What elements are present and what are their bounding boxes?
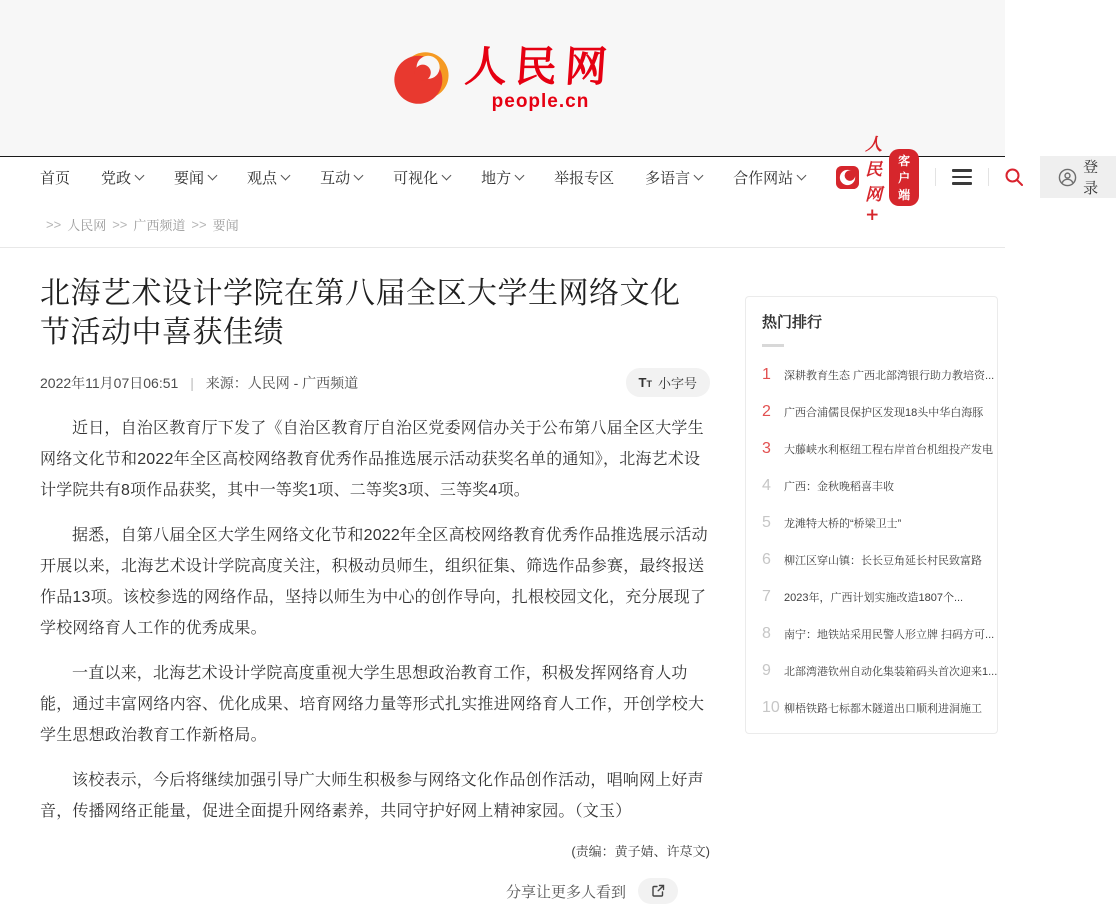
text-size-icon: T T: [638, 375, 652, 390]
ranking-list-item[interactable]: [762, 366, 995, 384]
site-logo[interactable]: [389, 41, 618, 112]
nav-item[interactable]: [320, 167, 362, 188]
divider: [988, 168, 989, 186]
ranking-list-item[interactable]: [762, 477, 987, 495]
ranking-item-title: 柳江区穿山镇：长长豆角延长村民致富路: [784, 555, 982, 567]
ranking-number: 10: [762, 699, 780, 716]
logo-text: [463, 41, 618, 112]
ranking-number: 1: [762, 366, 771, 383]
chevron-down-icon: [442, 170, 452, 180]
nav-item-label: 举报专区: [554, 169, 615, 187]
breadcrumb-separator: >>: [46, 217, 62, 232]
ranking-list-item[interactable]: [762, 514, 987, 532]
nav-item[interactable]: [645, 167, 702, 188]
article-paragraph: 近日，自治区教育厅下发了《自治区教育厅自治区党委网信办关于公布第八届全区大学生网络文化节和2022年全区高校网络教育优秀作品推选展示活动获奖名单的通知》，北海艺术设计学院共有8项作品获奖，其中一等奖1项、二等奖3项、三等奖4项。: [40, 420, 704, 499]
people-swirl-icon: [389, 46, 453, 110]
ranking-number: 6: [762, 551, 771, 568]
source-link[interactable]: 人民网 - 广西频道: [247, 374, 359, 391]
ranking-item-title: 广西：金秋晚稻喜丰收: [784, 481, 894, 493]
article-meta: [40, 368, 710, 397]
meta-separator: |: [190, 374, 194, 391]
article-title: 北海艺术设计学院在第八届全区大学生网络文化节活动中喜获佳绩: [40, 277, 681, 349]
article: [40, 248, 710, 904]
chevron-down-icon: [694, 170, 704, 180]
ranking-number: 2: [762, 403, 771, 420]
nav-item-label: 要闻: [174, 169, 205, 187]
ranking-item-title: 广西合浦儒艮保护区发现18头中华白海豚: [784, 407, 984, 419]
login-button[interactable]: [1040, 156, 1116, 198]
ranking-list-item[interactable]: [762, 403, 987, 421]
logo-subtitle: people.cn: [491, 90, 590, 112]
chevron-down-icon: [281, 170, 291, 180]
app-download-badge[interactable]: [836, 130, 919, 225]
nav-item-label: 观点: [247, 169, 278, 187]
logo-title: 人民网: [463, 41, 618, 91]
main-nav: [0, 134, 1099, 225]
editor-note: (责编：黄子婧、许荩文): [571, 844, 710, 859]
chevron-down-icon: [135, 170, 145, 180]
breadcrumb-link[interactable]: 要闻: [212, 218, 239, 233]
people-app-icon: [836, 166, 859, 189]
ranking-item-title: 龙滩特大桥的“桥梁卫士”: [784, 518, 902, 530]
share-external-icon: [651, 884, 665, 898]
article-paragraph: 据悉，自第八届全区大学生网络文化节和2022年全区高校网络教育优秀作品推选展示活动开展以来，北海艺术设计学院高度关注，积极动员师生，组织征集、筛选作品参赛，最终报送作品13项。该校参选的网络作品，坚持以师生为中心的创作导向，扎根校园文化，充分展现了学校网络育人工作的优秀成果。: [40, 527, 708, 637]
divider: [935, 168, 936, 186]
ranking-list-item[interactable]: [762, 440, 993, 458]
nav-item-label: 多语言: [645, 169, 691, 187]
ranking-item-title: 2023年，广西计划实施改造1807个...: [784, 592, 964, 604]
nav-item-label: 合作网站: [733, 169, 794, 187]
ranking-number: 4: [762, 477, 771, 494]
ranking-list-item[interactable]: [762, 551, 987, 569]
breadcrumb-part: [185, 215, 238, 234]
nav-item-label: 互动: [320, 169, 351, 187]
article-body: [40, 413, 710, 827]
ranking-number: 5: [762, 514, 771, 531]
nav-item[interactable]: [733, 167, 805, 188]
ranking-list-item[interactable]: [762, 662, 998, 680]
breadcrumb-separator: >>: [112, 217, 128, 232]
share-button[interactable]: [638, 878, 678, 904]
nav-item-label: 可视化: [393, 169, 439, 187]
share-label: 分享让更多人看到: [505, 883, 626, 901]
chevron-down-icon: [208, 170, 218, 180]
nav-item[interactable]: [393, 167, 450, 188]
nav-item-label: 党政: [101, 169, 132, 187]
ranking-item-title: 北部湾港钦州自动化集装箱码头首次迎来1...: [784, 666, 998, 678]
chevron-down-icon: [354, 170, 364, 180]
nav-item[interactable]: [174, 167, 216, 188]
font-size-button[interactable]: [626, 368, 710, 397]
title-underline: [762, 344, 784, 347]
nav-item[interactable]: [101, 167, 143, 188]
nav-item[interactable]: [554, 167, 614, 188]
breadcrumb-part: [40, 215, 106, 234]
ranking-list-item[interactable]: [762, 699, 987, 717]
chevron-down-icon: [515, 170, 525, 180]
breadcrumb-part: [106, 215, 185, 234]
article-paragraph: 该校表示，今后将继续加强引导广大师生积极参与网络文化作品创作活动，唱响网上好声音，传播网络正能量，促进全面提升网络素养，共同守护好网上精神家园。（文玉）: [40, 772, 704, 820]
article-date: 2022年11月07日06:51: [40, 374, 179, 391]
hamburger-menu-icon[interactable]: [952, 169, 972, 185]
font-size-button-label: 小字号: [657, 376, 697, 391]
ranking-number: 8: [762, 625, 771, 642]
hot-ranking-title: 热门排行: [762, 314, 823, 331]
ranking-number: 7: [762, 588, 771, 605]
app-badge-tag: 客户端: [889, 149, 919, 206]
nav-item[interactable]: [481, 167, 523, 188]
login-label: 登录: [1083, 159, 1099, 197]
nav-item-label: 首页: [40, 169, 71, 187]
article-paragraph: 一直以来，北海艺术设计学院高度重视大学生思想政治教育工作，积极发挥网络育人功能，通过丰富网络内容、优化成果、培育网络力量等形式扎实推进网络育人工作，开创学校大学生思想政治教育工作新格局。: [40, 665, 705, 744]
ranking-item-title: 南宁：地铁站采用民警人形立牌 扫码方可...: [784, 629, 995, 641]
ranking-list-item[interactable]: [762, 625, 995, 643]
article-meta-left: [40, 373, 358, 393]
search-icon[interactable]: [1004, 167, 1024, 187]
hot-ranking-panel: [745, 296, 998, 734]
nav-item-label: 地方: [481, 169, 512, 187]
ranking-number: 9: [762, 662, 771, 679]
app-badge-brand: 人民网+: [865, 134, 883, 225]
ranking-list-item[interactable]: [762, 588, 987, 606]
share-row: [40, 878, 710, 904]
user-icon: [1058, 168, 1077, 187]
sidebar: [745, 248, 998, 904]
ranking-number: 3: [762, 440, 771, 457]
ranking-item-title: 大藤峡水利枢纽工程右岸首台机组投产发电: [784, 444, 993, 456]
breadcrumb-separator: >>: [191, 217, 207, 232]
ranking-item-title: 柳梧铁路七标都木隧道出口顺利进洞施工: [784, 703, 982, 715]
nav-item[interactable]: [247, 167, 289, 188]
breadcrumb-link[interactable]: 人民网: [67, 218, 107, 233]
nav-item[interactable]: [40, 167, 70, 188]
nav-items: [40, 157, 836, 197]
breadcrumb-link[interactable]: 广西频道: [133, 218, 186, 233]
hot-ranking-list: [762, 366, 998, 717]
chevron-down-icon: [797, 170, 807, 180]
nav-right-controls: [836, 134, 1116, 225]
ranking-item-title: 深耕教育生态 广西北部湾银行助力教培资...: [784, 370, 995, 382]
source-label: 来源：: [205, 374, 248, 391]
main-content: [0, 248, 1005, 904]
